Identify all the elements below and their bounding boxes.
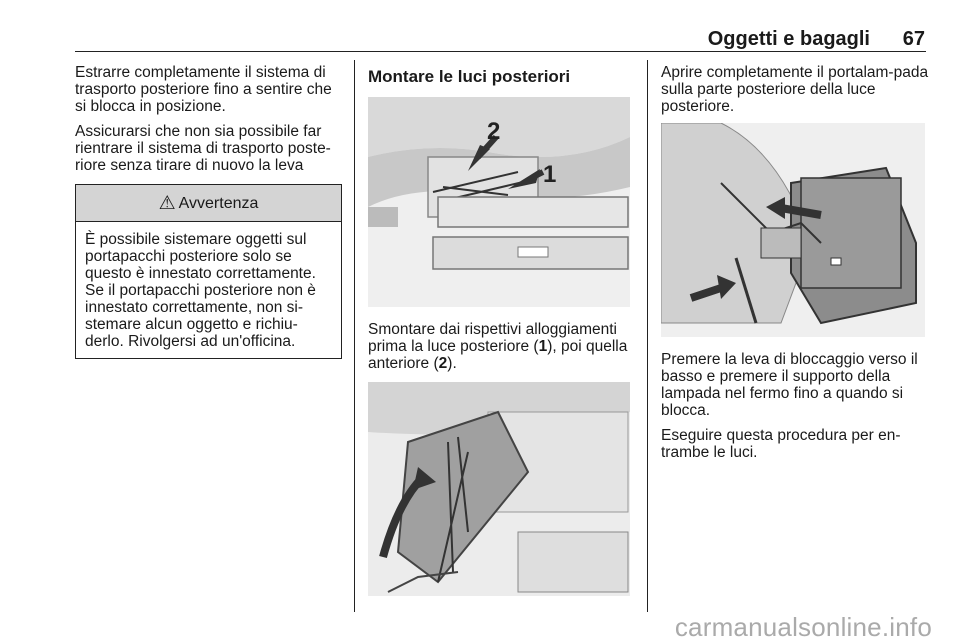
column-middle — [368, 64, 636, 596]
paragraph-extend-carrier: Estrarre completamente il sistema di trasporto posteriore fino a sentire che si blocca in posizione. — [75, 64, 332, 115]
column-right — [661, 64, 929, 469]
paragraph-open-lampholder: Aprire completamente il portalam-pada sulla parte posteriore della luce posteriore. — [661, 64, 929, 115]
running-header-title: Oggetti e bagagli — [707, 28, 870, 50]
caption-ref-1: 1 — [538, 338, 548, 355]
site-watermark: carmanualsonline.info — [674, 612, 932, 642]
figure-remove-lights — [368, 97, 630, 307]
caption-ref-2: 2 — [438, 355, 448, 372]
figure1-callout-2: 2 — [487, 118, 501, 145]
column-left — [75, 64, 343, 359]
column-divider-right — [647, 60, 648, 612]
figure1-caption — [368, 321, 636, 372]
warning-body: È possibile sistemare oggetti sul portapacchi posteriore solo se questo è innestato correttamente. Se il portapacchi posteriore non è innestato correttamente, non si-stemare alcun oggetto e richiu-derlo. Rivolgersi ad un'officina. — [85, 231, 316, 350]
caption-text-b: ), poi quella anteriore ( — [368, 338, 628, 372]
warning-title: Avvertenza — [178, 194, 259, 212]
figure-open-lampholder — [368, 382, 630, 596]
paragraph-press-lever: Premere la leva di bloccaggio verso il basso e premere il supporto della lampada nel fermo fino a quando si blocca. — [661, 351, 918, 419]
warning-box — [75, 184, 342, 359]
figure1-callout-1: 1 — [543, 161, 557, 188]
warning-triangle-icon: ⚠ — [158, 192, 176, 214]
header-rule — [75, 51, 926, 52]
paragraph-ensure-locked: Assicurarsi che non sia possibile far rientrare il sistema di trasporto poste-riore senza tirare di nuovo la leva — [75, 123, 331, 174]
column-divider-left — [354, 60, 355, 612]
section-title: Montare le luci posteriori — [368, 67, 571, 86]
warning-header — [76, 185, 341, 222]
caption-text-c: ). — [447, 355, 457, 372]
caption-text-a: Smontare dai rispettivi alloggiamenti prima la luce posteriore ( — [368, 321, 617, 355]
paragraph-both-lights: Eseguire questa procedura per en-trambe le luci. — [661, 427, 901, 461]
figure-press-lever — [661, 123, 925, 337]
page-number: 67 — [902, 28, 925, 50]
